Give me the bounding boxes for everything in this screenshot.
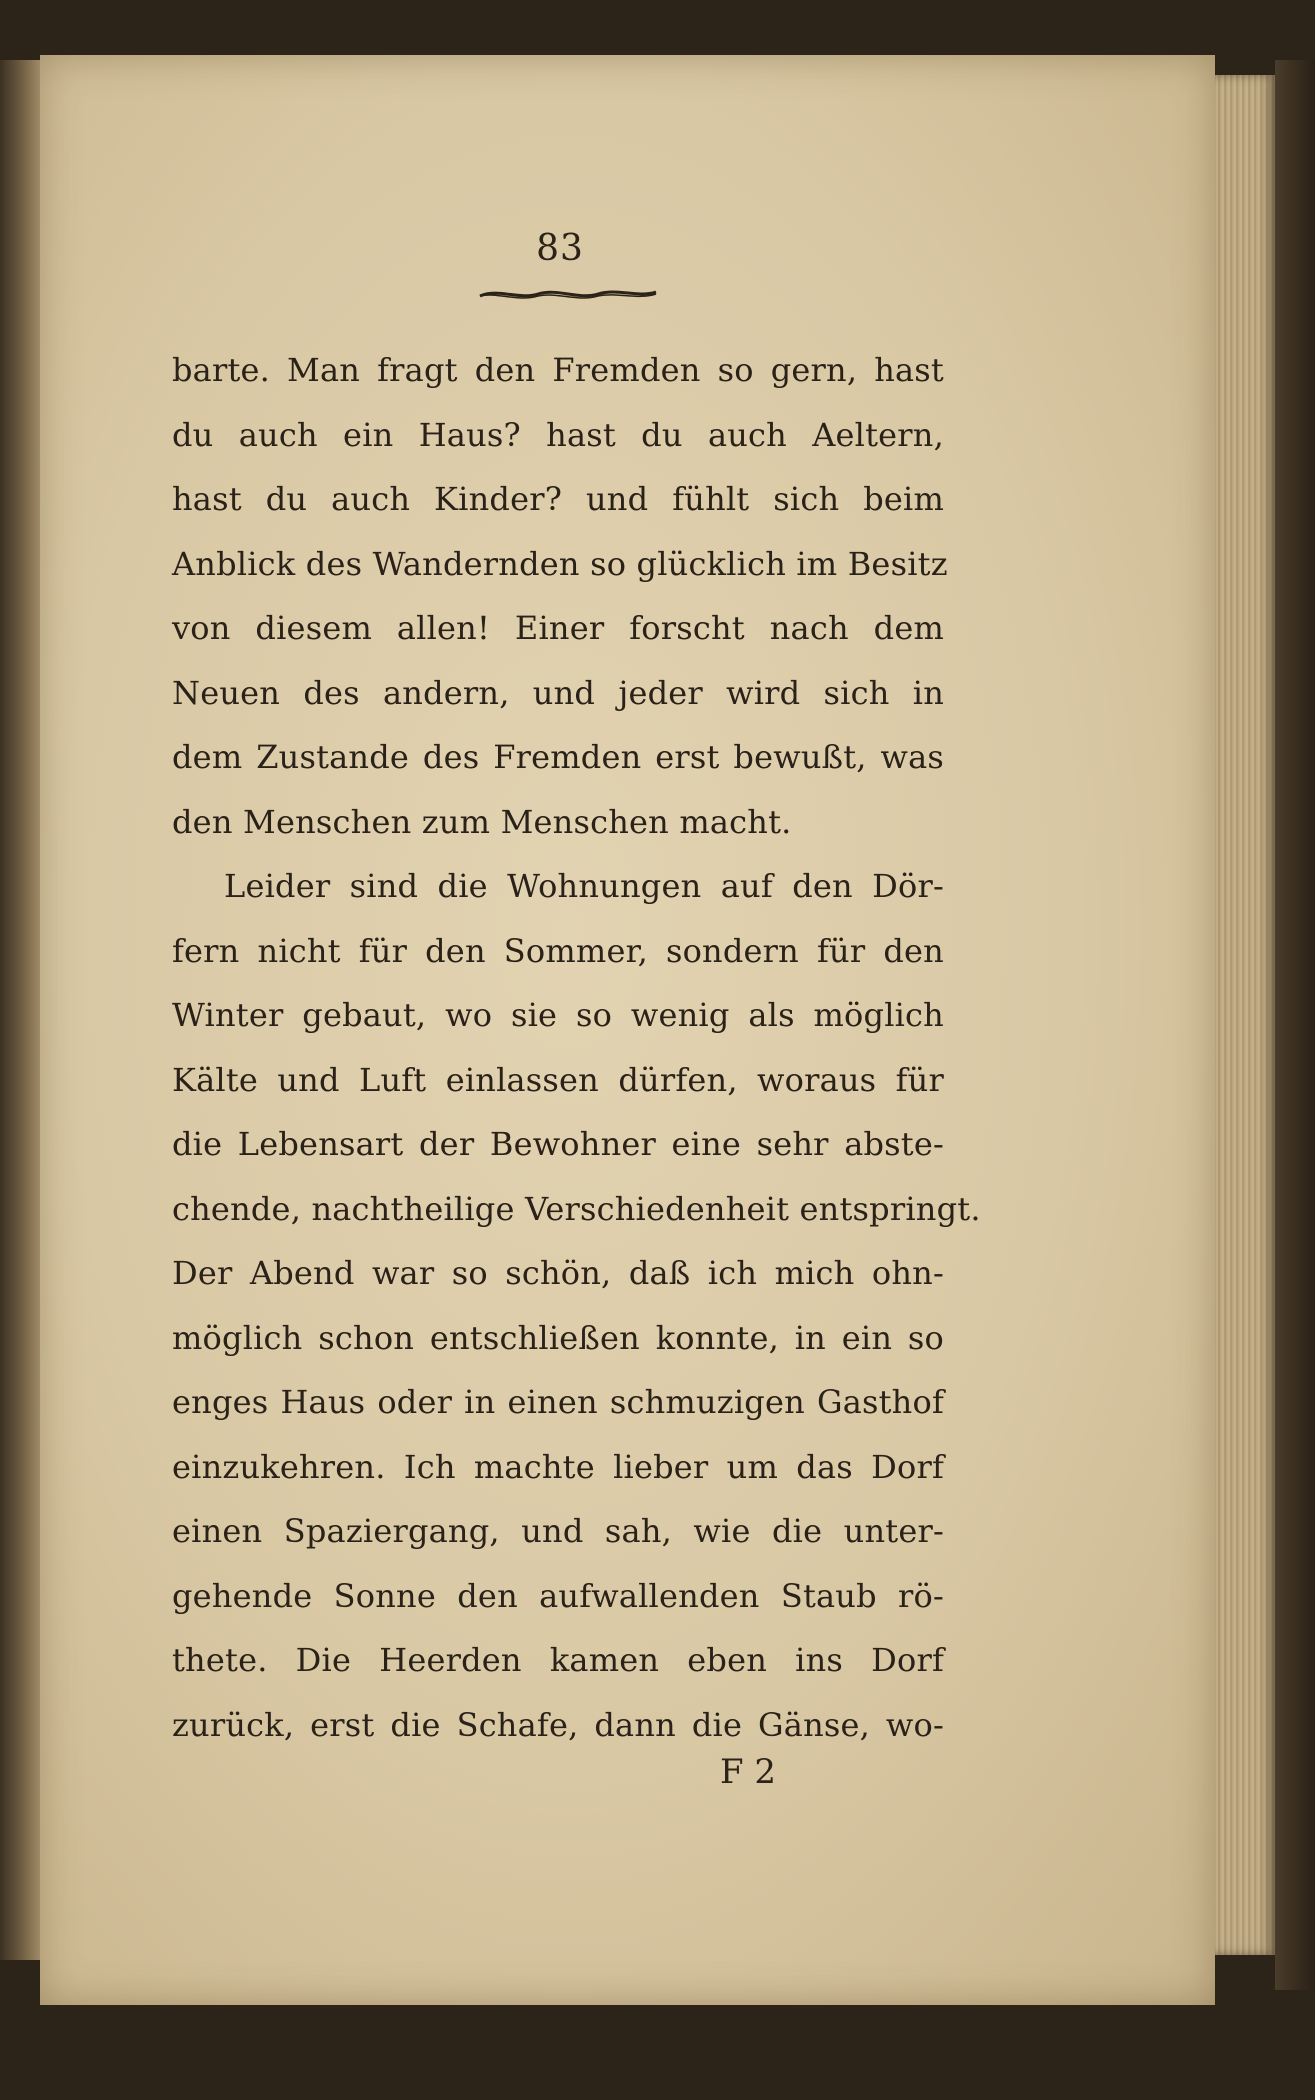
signature-mark: F 2 [720, 1752, 777, 1792]
text-line: barte. Man fragt den Fremden so gern, hast [172, 351, 944, 389]
text-line: Anblick des Wandernden so glücklich im Besitz [172, 544, 948, 583]
facing-page-edge [0, 60, 40, 1960]
text-line: Der Abend war so schön, daß ich mich ohn- [172, 1254, 944, 1292]
text-line: möglich schon entschließen konnte, in ein so [172, 1318, 944, 1357]
text-line: die Lebensart der Bewohner eine sehr abste- [172, 1125, 944, 1163]
text-line: hast du auch Kinder? und fühlt sich beim [172, 480, 944, 518]
text-line: enges Haus oder in einen schmuzigen Gasthof [172, 1383, 944, 1421]
text-line: Kälte und Luft einlassen dürfen, woraus für [172, 1060, 944, 1099]
text-line: thete. Die Heerden kamen eben ins Dorf [172, 1641, 944, 1679]
text-line: dem Zustande des Fremden erst bewußt, was [172, 738, 944, 776]
text-line: Leider sind die Wohnungen auf den Dör- [224, 867, 944, 905]
text-line: chende, nachtheilige Verschiedenheit entspringt. [172, 1189, 981, 1228]
book-cover-edge [1275, 60, 1315, 1990]
text-line: von diesem allen! Einer forscht nach dem [172, 609, 944, 647]
page-edges [1215, 75, 1275, 1955]
ornament-rule [478, 284, 658, 304]
text-line: zurück, erst die Schafe, dann die Gänse, wo- [172, 1705, 944, 1744]
body-text [172, 338, 981, 1757]
text-line: Neuen des andern, und jeder wird sich in [172, 673, 944, 712]
text-line: gehende Sonne den aufwallenden Staub rö- [172, 1576, 944, 1615]
page-number: 83 [536, 228, 584, 269]
text-line: Winter gebaut, wo sie so wenig als möglich [172, 996, 944, 1034]
text-line: fern nicht für den Sommer, sondern für den [172, 931, 944, 970]
text-line: einen Spaziergang, und sah, wie die unter- [172, 1512, 944, 1550]
text-line: du auch ein Haus? hast du auch Aeltern, [172, 415, 944, 454]
text-line: den Menschen zum Menschen macht. [172, 802, 792, 841]
text-line: einzukehren. Ich machte lieber um das Dorf [172, 1447, 944, 1486]
